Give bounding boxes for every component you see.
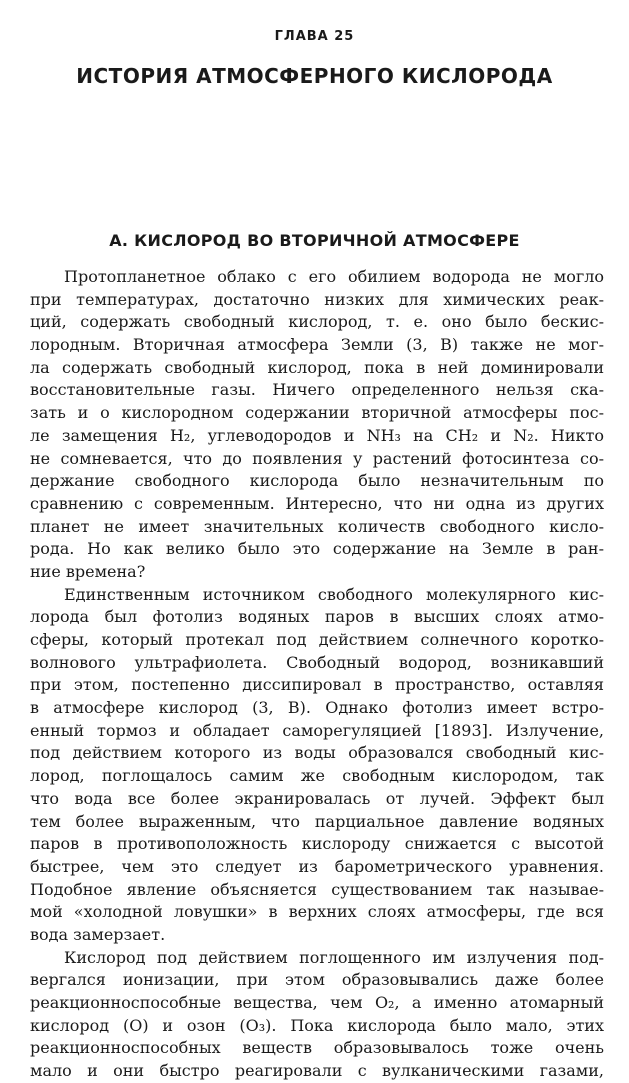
section-heading: А. КИСЛОРОД ВО ВТОРИЧНОЙ АТМОСФЕРЕ bbox=[109, 231, 520, 250]
text-line: енный тормоз и обладает саморегуляцией [1893]. Излучение, bbox=[30, 720, 604, 740]
text-line: под действием которого из воды образовался свободный кис- bbox=[30, 743, 604, 763]
text-line: Протопланетное облако с его обилием водорода не могло bbox=[64, 267, 604, 286]
chapter-title: ИСТОРИЯ АТМОСФЕРНОГО КИСЛОРОДА bbox=[76, 64, 553, 88]
text-line: кислород (O) и озон (O₃). Пока кислорода было мало, этих bbox=[30, 1015, 604, 1035]
text-line: держание свободного кислорода было незначительным по bbox=[30, 471, 604, 491]
text-line: реакционноспособных веществ образовывалось тоже очень bbox=[30, 1038, 604, 1058]
text-line: паров в противоположность кислороду снижается с высотой bbox=[30, 834, 604, 854]
text-line: реакционноспособные вещества, чем O₂, а именно атомарный bbox=[30, 993, 604, 1012]
text-line: планет не имеет значительных количеств свободного кисло- bbox=[30, 516, 604, 536]
text-line: мало и они быстро реагировали с вулканическими газами, bbox=[30, 1061, 604, 1081]
text-line: что вода все более экранировалась от лучей. Эффект был bbox=[30, 788, 604, 808]
text-line: ле замещения H₂, углеводородов и NH₃ на CH₂ и N₂. Никто bbox=[30, 425, 604, 445]
text-line: восстановительные газы. Ничего определенного нельзя ска- bbox=[30, 380, 604, 400]
text-line: сферы, который протекал под действием солнечного коротко- bbox=[30, 630, 604, 649]
text-line: Единственным источником свободного молекулярного кис- bbox=[64, 584, 604, 604]
text-line: в атмосфере кислород (3, В). Однако фотолиз имеет встро- bbox=[30, 698, 604, 718]
text-line: ла содержать свободный кислород, пока в ней доминировали bbox=[30, 357, 604, 377]
text-line: мой «холодной ловушки» в верхних слоях атмосферы, где вся bbox=[30, 902, 604, 922]
text-line: тем более выраженным, что парциальное давление водяных bbox=[30, 811, 604, 831]
text-line: ние времена? bbox=[30, 561, 146, 581]
text-line: вергался ионизации, при этом образовывались даже более bbox=[30, 970, 604, 990]
text-line: рода. Но как велико было это содержание на Земле в ран- bbox=[30, 539, 604, 559]
text-line: лород, поглощалось самим же свободным кислородом, так bbox=[30, 766, 604, 786]
chapter-label: ГЛАВА 25 bbox=[274, 29, 355, 44]
text-line: лородным. Вторичная атмосфера Земли (3, В) также не мог- bbox=[30, 335, 604, 355]
text-line: лорода был фотолиз водяных паров в высших слоях атмо- bbox=[30, 607, 604, 627]
text-line: не сомневается, что до появления у растений фотосинтеза со- bbox=[30, 448, 604, 468]
text-line: сравнению с современным. Интересно, что ни одна из других bbox=[30, 493, 604, 513]
text-line: быстрее, чем это следует из барометрического уравнения. bbox=[30, 856, 604, 876]
text-line: зать и о кислородном содержании вторичной атмосферы пос- bbox=[30, 403, 604, 423]
text-line: при этом, постепенно диссипировал в пространство, оставляя bbox=[30, 675, 604, 695]
text-line: вода замерзает. bbox=[30, 924, 166, 944]
text-line: ций, содержать свободный кислород, т. е. оно было бескис- bbox=[30, 312, 604, 332]
body-text bbox=[30, 266, 604, 1083]
text-line: Подобное явление объясняется существованием так называе- bbox=[30, 879, 604, 899]
text-line: Кислород под действием поглощенного им излучения под- bbox=[64, 947, 604, 967]
text-line: волнового ультрафиолета. Свободный водород, возникавший bbox=[30, 652, 604, 672]
text-line: при температурах, достаточно низких для химических реак- bbox=[30, 289, 604, 309]
